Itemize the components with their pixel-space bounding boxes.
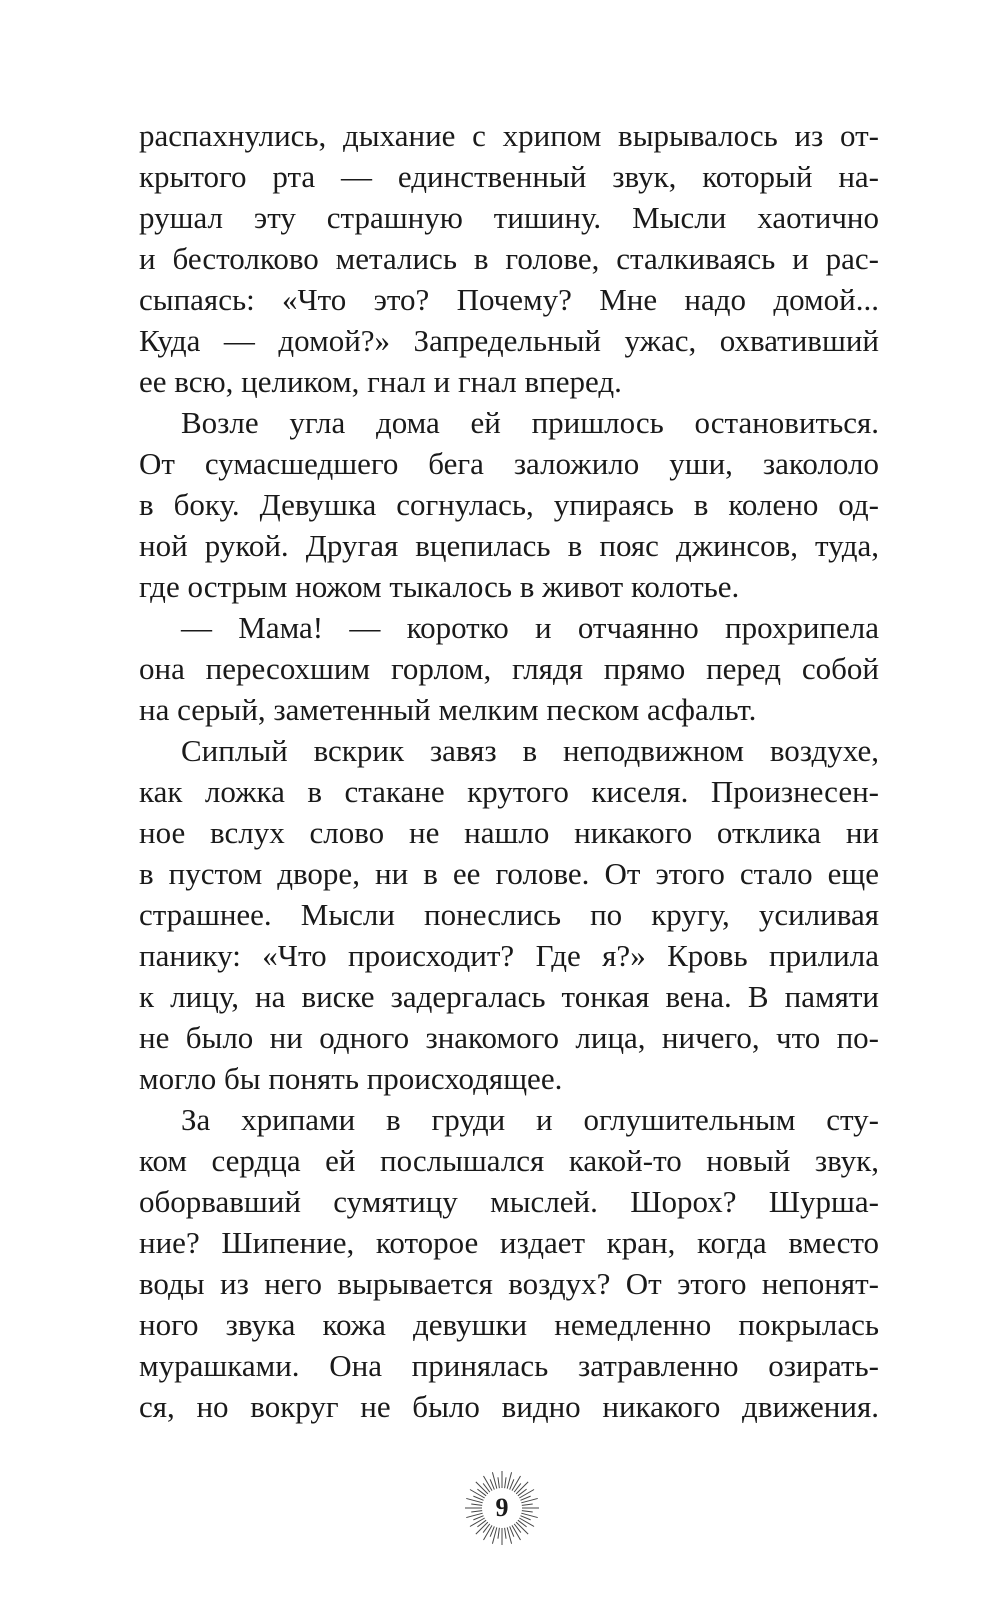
text-line: воды из него вырывается воздух? От этого непонят- xyxy=(139,1266,879,1301)
text-line: ее всю, целиком, гнал и гнал вперед. xyxy=(139,364,622,399)
text-line: в пустом дворе, ни в ее голове. От этого стало еще xyxy=(139,856,879,891)
text-line: крытого рта — единственный звук, который на- xyxy=(139,159,879,194)
text-line: Куда — домой?» Запредельный ужас, охвативший xyxy=(139,323,879,358)
text-line: она пересохшим горлом, глядя прямо перед собой xyxy=(139,651,879,686)
text-line: За хрипами в груди и оглушительным сту- xyxy=(181,1102,879,1137)
page-number-ornament xyxy=(462,1468,542,1548)
text-line: — Мама! — коротко и отчаянно прохрипела xyxy=(181,610,879,645)
text-line: ное вслух слово не нашло никакого отклика ни xyxy=(139,815,879,850)
text-line: где острым ножом тыкалось в живот колотье. xyxy=(139,569,740,604)
text-line: и бестолково метались в голове, сталкиваясь и рас- xyxy=(139,241,879,276)
text-line: могло бы понять происходящее. xyxy=(139,1061,563,1096)
text-line: рушал эту страшную тишину. Мысли хаотично xyxy=(139,200,879,235)
text-line: оборвавший сумятицу мыслей. Шорох? Шурша- xyxy=(139,1184,879,1219)
text-line: как ложка в стакане крутого киселя. Произнесен- xyxy=(139,774,879,809)
text-line: ние? Шипение, которое издает кран, когда вместо xyxy=(139,1225,879,1260)
text-line: на серый, заметенный мелким песком асфальт. xyxy=(139,692,757,727)
text-line: к лицу, на виске задергалась тонкая вена. В памяти xyxy=(139,979,879,1014)
text-line: ной рукой. Другая вцепилась в пояс джинсов, туда, xyxy=(139,528,879,563)
text-line: сыпаясь: «Что это? Почему? Мне надо домой... xyxy=(139,282,879,317)
text-line: распахнулись, дыхание с хрипом вырывалось из от- xyxy=(139,118,879,153)
text-line: ком сердца ей послышался какой-то новый звук, xyxy=(139,1143,879,1178)
text-line: Сиплый вскрик завяз в неподвижном воздухе, xyxy=(181,733,879,768)
text-line: Возле угла дома ей пришлось остановиться. xyxy=(181,405,879,440)
text-line: панику: «Что происходит? Где я?» Кровь прилила xyxy=(139,938,879,973)
text-line: в боку. Девушка согнулась, упираясь в колено од- xyxy=(139,487,879,522)
page-number: 9 xyxy=(495,1493,509,1522)
text-line: страшнее. Мысли понеслись по кругу, усиливая xyxy=(139,897,879,932)
text-line: От сумасшедшего бега заложило уши, закололо xyxy=(139,446,879,481)
body-text xyxy=(139,115,879,1427)
text-line: не было ни одного знакомого лица, ничего, что по- xyxy=(139,1020,879,1055)
text-line: ного звука кожа девушки немедленно покрылась xyxy=(139,1307,879,1342)
text-line: мурашками. Она принялась затравленно озирать- xyxy=(139,1348,879,1383)
text-line: ся, но вокруг не было видно никакого движения. xyxy=(139,1389,879,1424)
